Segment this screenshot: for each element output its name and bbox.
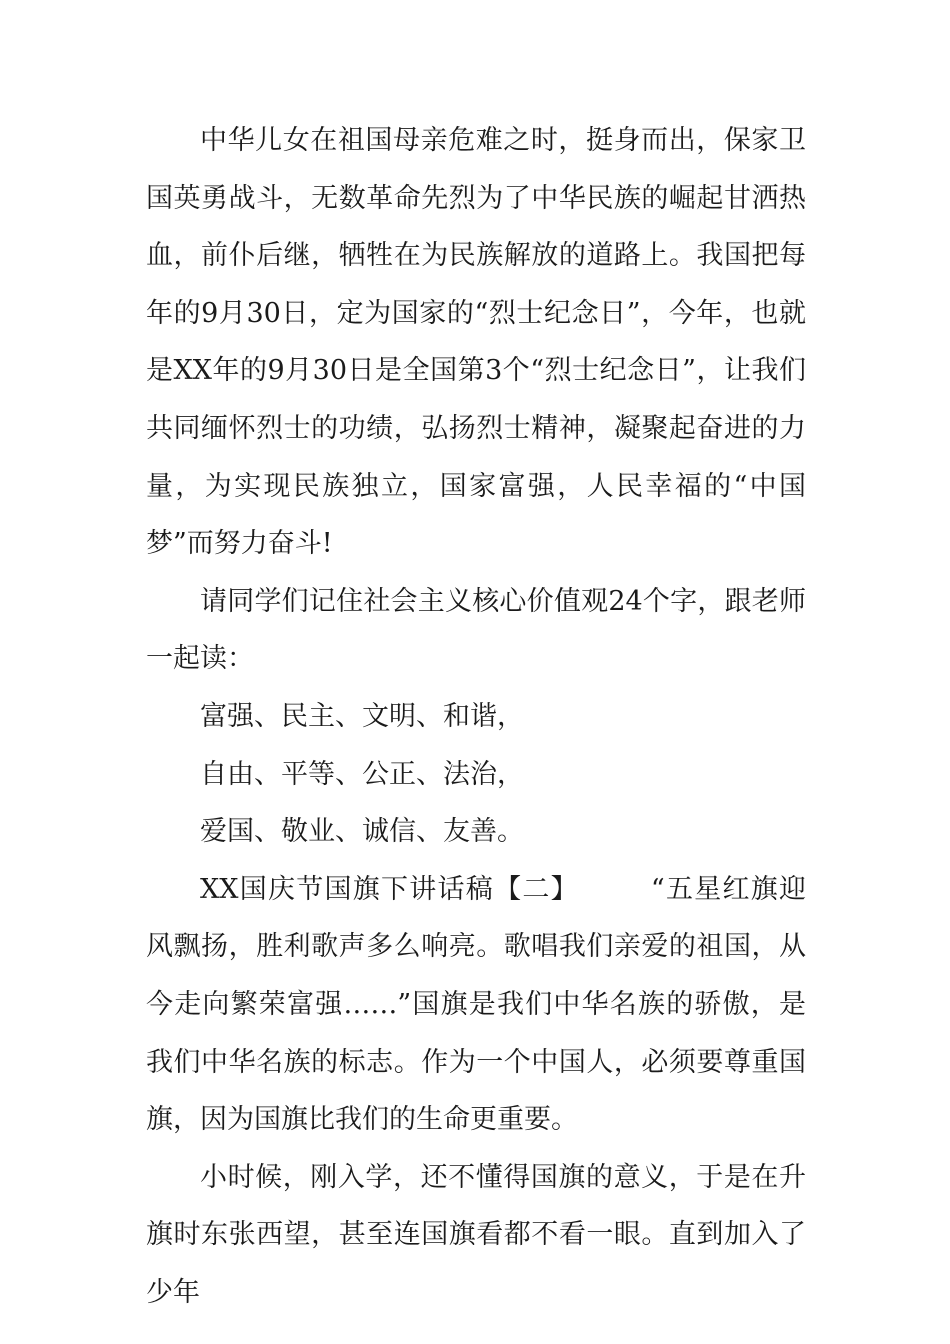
core-values-line-3: 爱国、敬业、诚信、友善。 [200, 816, 524, 848]
document-body [146, 112, 806, 1321]
paragraph-core-values-intro: 请同学们记住社会主义核心价值观24个字，跟老师一起读： [146, 585, 806, 675]
core-values-line-2: 自由、平等、公正、法治， [200, 758, 524, 790]
paragraph-section-two [146, 861, 806, 1149]
section-paragraph: “五星红旗迎风飘扬，胜利歌声多么响亮。歌唱我们亲爱的祖国，从今走向繁荣富强……”国旗是我们中华名族的骄傲，是我们中华名族的标志。作为一个中国人，必须要尊重国旗，因为国旗比我们的生命更重要。 [146, 873, 806, 1136]
section-heading: XX国庆节国旗下讲话稿【二】 [200, 873, 579, 905]
core-values-line-1: 富强、民主、文明、和谐， [200, 700, 524, 732]
paragraph-childhood: 小时候，刚入学，还不懂得国旗的意义，于是在升旗时东张西望，甚至连国旗看都不看一眼。直到加入了少年 [146, 1161, 806, 1308]
paragraph-martyrs-day: 中华儿女在祖国母亲危难之时，挺身而出，保家卫国英勇战斗，无数革命先烈为了中华民族的崛起甘洒热血，前仆后继，牺牲在为民族解放的道路上。我国把每年的9月30日，定为国家的“烈士纪念日”，今年，也就是XX年的9月30日是全国第3个“烈士纪念日”，让我们共同缅怀烈士的功绩，弘扬烈士精神，凝聚起奋进的力量，为实现民族独立，国家富强，人民幸福的“中国梦”而努力奋斗! [146, 125, 806, 560]
